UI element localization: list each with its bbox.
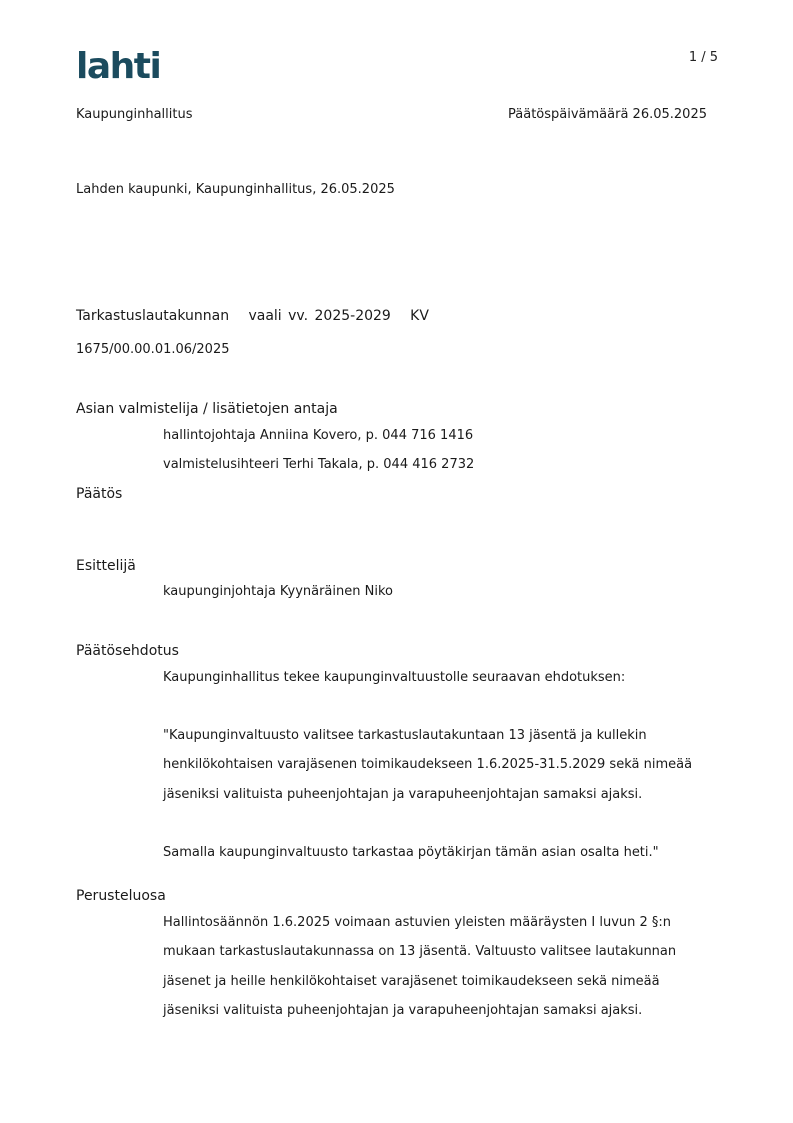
preparer-line: valmistelusihteeri Terhi Takala, p. 044 416 2732 [163,457,475,472]
reasoning-line: jäseniksi valituista puheenjohtajan ja varapuheenjohtajan samaksi ajaksi. [163,1003,643,1018]
proposal-line: jäseniksi valituista puheenjohtajan ja varapuheenjohtajan samaksi ajaksi. [163,787,643,802]
proposal-heading: Päätösehdotus [76,643,179,659]
location-line: Lahden kaupunki, Kaupunginhallitus, 26.05.2025 [76,182,395,197]
preparers-heading: Asian valmistelija / lisätietojen antaja [76,401,338,417]
reasoning-line: Hallintosäännön 1.6.2025 voimaan astuvien yleisten määräysten I luvun 2 §:n [163,915,672,930]
decision-date: Päätöspäivämäärä 26.05.2025 [508,107,707,122]
lahti-logo-text: lahti [76,46,161,82]
presenter-heading: Esittelijä [76,558,136,574]
decision-heading: Päätös [76,486,123,502]
presenter-line: kaupunginjohtaja Kyynäräinen Niko [163,584,393,599]
reasoning-line: jäsenet ja heille henkilökohtaiset varajäsenet toimikaudekseen sekä nimeää [163,974,660,989]
preparer-line: hallintojohtaja Anniina Kovero, p. 044 716 1416 [163,428,474,443]
lahti-logo-mark [76,44,168,82]
organization-name: Kaupunginhallitus [76,107,193,122]
proposal-line: henkilökohtaisen varajäsenen toimikaudekseen 1.6.2025-31.5.2029 sekä nimeää [163,757,693,772]
proposal-line: "Kaupunginvaltuusto valitsee tarkastuslautakuntaan 13 jäsentä ja kullekin [163,728,647,743]
reasoning-line: mukaan tarkastuslautakunnassa on 13 jäsentä. Valtuusto valitsee lautakunnan [163,944,677,959]
reasoning-heading: Perusteluosa [76,888,166,904]
document-title: Tarkastuslautakunnan vaali vv. 2025-2029 KV [76,308,429,324]
proposal-line: Samalla kaupunginvaltuusto tarkastaa pöytäkirjan tämän asian osalta heti." [163,845,659,860]
page-number: 1 / 5 [688,50,718,65]
lahti-logo [76,44,168,82]
proposal-line: Kaupunginhallitus tekee kaupunginvaltuustolle seuraavan ehdotuksen: [163,670,626,685]
diary-number: 1675/00.00.01.06/2025 [76,342,230,357]
